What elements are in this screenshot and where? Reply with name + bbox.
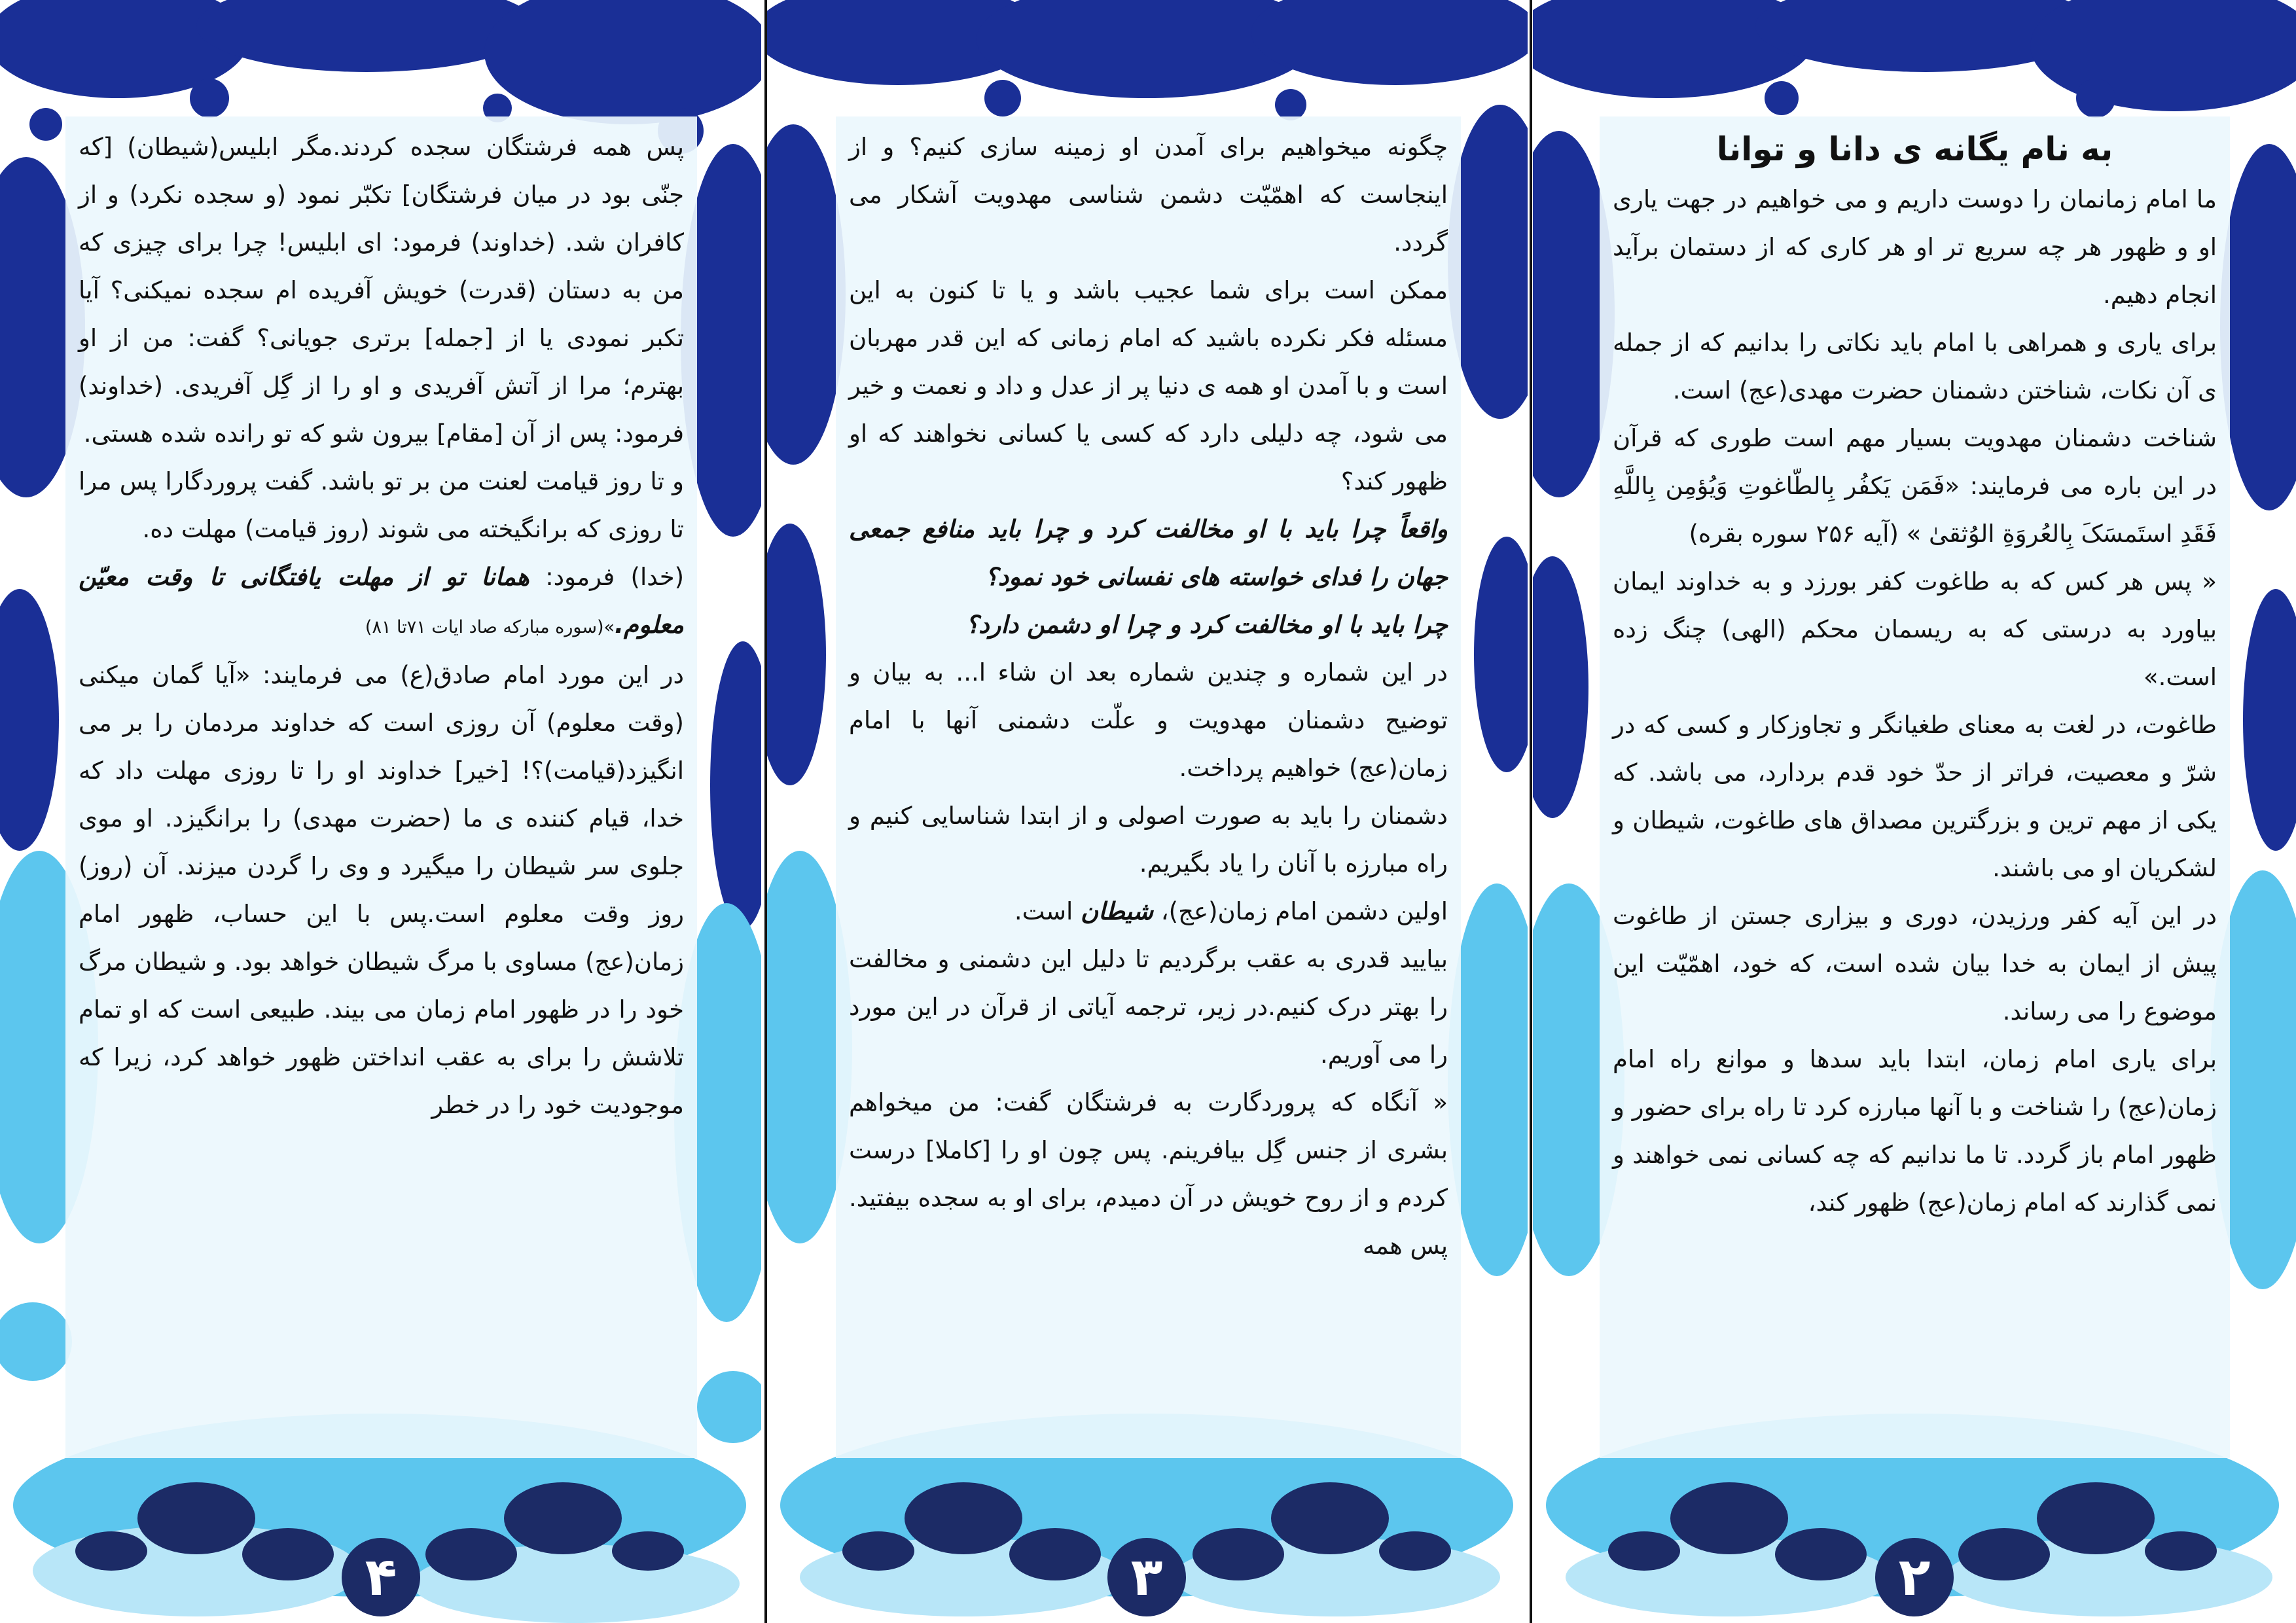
paragraph: دشمنان را باید به صورت اصولی و از ابتدا شناسایی کنیم و راه مبارزه با آنان را یاد بگیریم. — [849, 802, 1448, 878]
paragraph: در این مورد امام صادق(ع) می فرمایند: «آیا گمان میکنی (وقت معلوم) آن روزی است که خداوند مردمان را بر می انگیزد(قیامت)؟! [خیر] خداوند او را تا روزی مهلت داد که خدا، قیام کننده ی ما (حضرت مهدی) را برانگیزد. او موی جلوی سر شیطان را میگیرد و وی را گردن میزند. آن (روز) روز وقت معلوم است.پس با این حساب، ظهور امام زمان(عج) مساوی با مرگ شیطان خواهد بود. و شیطان مرگ خود را در ظهور امام زمان می بیند. طبیعی است که او تمام تلاشش را برای به عقب انداختن ظهور خواهد کرد، زیرا که موجودیت خود را در خطر — [79, 661, 684, 1119]
quote-text: همانا تو از مهلت یافتگانی تا وقت معیّن معلوم. — [79, 563, 684, 639]
quran-quote — [79, 553, 684, 651]
page-heading: به نام یگانه ی دانا و توانا — [1716, 130, 2113, 168]
bold-question: واقعاً چرا باید با او مخالفت کرد و چرا باید منافع جمعی جهان را فدای خواسته های نفسانی خود نمود؟ — [849, 515, 1448, 591]
paragraph: بیایید قدری به عقب برگردیم تا دلیل این دشمنی و مخالفت را بهتر درک کنیم.در زیر، ترجمه آیاتی از قرآن در این مورد را می آوریم. — [849, 945, 1448, 1069]
quote-reference: »(سوره مبارکه صاد ایات ۷۱تا ۸۱) — [365, 617, 615, 637]
first-enemy-suffix: است. — [1014, 897, 1081, 925]
text-column-page-3 — [836, 116, 1461, 1458]
paragraph: « پس هر کس که به طاغوت کفر بورزد و به خداوند ایمان بیاورد به درستی که به ریسمان محکم (الهی) چنگ زده است.» — [1613, 567, 2217, 691]
text-column-page-4 — [65, 116, 697, 1458]
paragraph: برای یاری امام زمان، ابتدا باید سدها و موانع راه امام زمان(عج) را شناخت و با آنها مبارزه کرد تا راه برای حضور و ظهور امام باز گردد. تا ما ندانیم که چه کسانی نمی خواهند و نمی گذارند که امام زمان(عج) ظهور کند، — [1613, 1045, 2217, 1217]
paragraph: و تا روز قیامت لعنت من بر تو باشد. گفت پروردگارا پس مرا تا روزی که برانگیخته می شوند (روز قیامت) مهلت ده. — [79, 467, 684, 543]
paragraph: شناخت دشمنان مهدویت بسیار مهم است طوری که قرآن در این باره می فرمایند: «فَمَن یَکفُر بِالطّاغوتِ وَیُؤمِن بِاللَّهِ فَقَدِ استَمسَکَ بِالعُروَةِ الوُثقىٰ » (آیه ۲۵۶ سوره بقره) — [1613, 424, 2217, 548]
page-number: ۳ — [1107, 1538, 1186, 1616]
first-enemy-name: شیطان — [1081, 897, 1153, 925]
paragraph: ممکن است برای شما عجیب باشد و یا تا کنون به این مسئله فکر نکرده باشید که امام زمانی که این قدر مهربان است و با آمدن او همه ی دنیا پر از عدل و داد و نعمت و خیر می شود، چه دلیلی دارد که کسی یا کسانی نخواهند که او ظهور کند؟ — [849, 276, 1448, 495]
paragraph: ما امام زمانمان را دوست داریم و می خواهیم در جهت یاری او و ظهور هر چه سریع تر او هر کاری که از دستمان برآید انجام دهیم. — [1613, 185, 2217, 309]
paragraph: پس همه فرشتگان سجده کردند.مگر ابلیس(شیطان) [که جنّی بود در میان فرشتگان] تکبّر نمود (و سجده نکرد) و از کافران شد. (خداوند) فرمود: ای ابلیس! چرا برای چیزی که من به دستان (قدرت) خویش آفریده ام سجده نمیکنی؟ آیا تکبر نمودی یا از [جمله] برتری جویانی؟ گفت: من از او بهترم؛ مرا از آتش آفریدی و او را از گِل آفریدی. (خداوند) فرمود: پس از آن [مقام] بیرون شو که تو رانده شده هستی. — [79, 133, 684, 448]
column-divider — [1530, 0, 1532, 1623]
page-panel-right — [1533, 0, 2296, 1623]
page-panel-left — [0, 0, 761, 1623]
text-column-page-2 — [1600, 116, 2230, 1458]
page-number: ۴ — [342, 1538, 420, 1616]
paragraph: « آنگاه که پروردگارت به فرشتگان گفت: من میخواهم بشری از جنس گِل بیافرینم. پس چون او را [کاملا] درست کردم و از روح خویش در آن دمیدم، برای او به سجده بیفتید. پس همه — [849, 1088, 1448, 1260]
paragraph: در این آیه کفر ورزیدن، دوری و بیزاری جستن از طاغوت پیش از ایمان به خدا بیان شده است، که خود، اهمّیّت این موضوع را می رساند. — [1613, 902, 2217, 1026]
quote-prefix: (خدا) فرمود: — [529, 563, 685, 591]
paragraph: برای یاری و همراهی با امام باید نکاتی را بدانیم که از جمله ی آن نکات، شناختن دشمنان حضرت مهدی(عج) است. — [1613, 329, 2217, 404]
page-panel-middle — [767, 0, 1528, 1623]
first-enemy-line — [849, 887, 1448, 935]
first-enemy-prefix: اولین دشمن امام زمان(عج)، — [1153, 897, 1448, 925]
page-number: ۲ — [1875, 1538, 1954, 1616]
paragraph: چگونه میخواهیم برای آمدن او زمینه سازی کنیم؟ و از اینجاست که اهمّیّت دشمن شناسی مهدویت آشکار می گردد. — [849, 133, 1448, 257]
paragraph: طاغوت، در لغت به معنای طغیانگر و تجاوزکار و کسی که در شرّ و معصیت، فراتر از حدّ خود قدم بردارد، می باشد. که یکی از مهم ترین و بزرگترین مصداق های طاغوت، شیطان و لشکریان او می باشند. — [1613, 711, 2217, 882]
bold-question: چرا باید با او مخالفت کرد و چرا او دشمن دارد؟ — [965, 611, 1448, 639]
paragraph: در این شماره و چندین شماره بعد ان شاء ا... به بیان و توضیح دشمنان مهدویت و علّت دشمنی آنها با امام زمان(عج) خواهیم پرداخت. — [849, 658, 1448, 782]
